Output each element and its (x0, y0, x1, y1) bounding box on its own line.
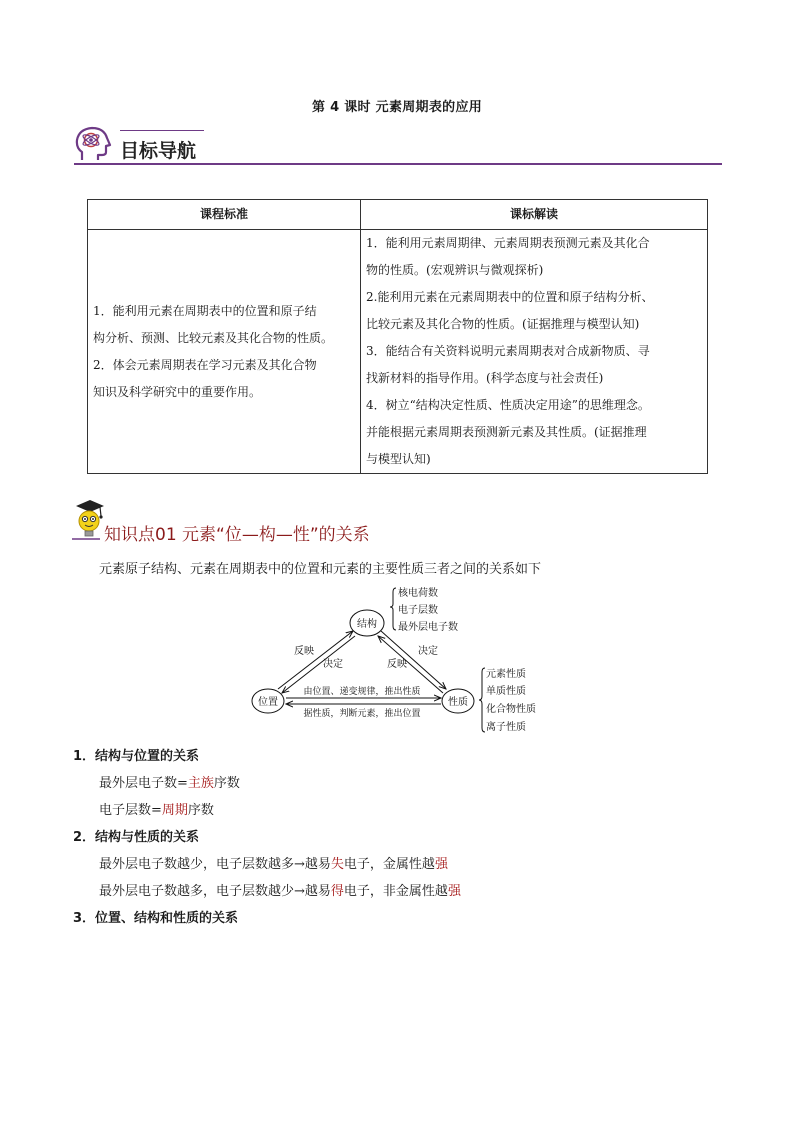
curriculum-table (87, 199, 708, 474)
property-item: 化合物性质 (486, 704, 536, 715)
structure-bracket (390, 588, 396, 630)
highlight-text: 主族 (187, 776, 214, 791)
interpretation-line: 2.能利用元素在元素周期表中的位置和原子结构分析、 (366, 290, 654, 304)
graduate-bulb-icon (70, 498, 106, 542)
standard-line: 2．体会元素周期表在学习元素及其化合物 (93, 357, 317, 372)
line-text: 电子，非金属性越 (343, 884, 448, 899)
interpretation-line: 并能根据元素周期表预测新元素及其性质。(证据推理 (366, 425, 647, 439)
interpretation-line: 比较元素及其化合物的性质。(证据推理与模型认知) (366, 317, 640, 331)
section-line (73, 800, 461, 822)
line-text: 序数 (213, 776, 240, 791)
table-header-row (88, 200, 708, 230)
section-line (73, 773, 461, 795)
structure-item: 电子层数 (398, 605, 438, 616)
line-text: 最外层电子数越少，电子层数越多→越易 (99, 857, 331, 872)
line-text: 电子层数= (99, 803, 162, 818)
top-arrow-label: 由位置、递变规律，推出性质 (303, 687, 421, 697)
highlight-text: 得 (330, 884, 344, 899)
interpretation-line: 3．能结合有关资料说明元素周期表对合成新物质、寻 (366, 344, 650, 358)
knowledge-point-intro: 元素原子结构、元素在周期表中的位置和元素的主要性质三者之间的关系如下 (99, 562, 542, 577)
standard-cell (88, 230, 361, 474)
structure-item: 最外层电子数 (398, 622, 458, 633)
interpretation-line: 4．树立“结构决定性质、性质决定用途”的思维理念。 (366, 398, 650, 412)
line-text: 电子，金属性越 (343, 857, 435, 872)
left-decide-label: 决定 (323, 659, 343, 670)
interpretation-line: 与模型认知) (366, 452, 431, 466)
left-arrow-down (282, 636, 355, 693)
line-text: 最外层电子数= (99, 776, 188, 791)
table-header-interpretation: 课标解读 (361, 200, 708, 230)
property-node-label: 性质 (448, 697, 468, 708)
section-header (74, 126, 722, 166)
bottom-arrow-label: 据性质，判断元素，推出位置 (303, 709, 421, 719)
header-top-rule (120, 130, 204, 131)
interpretation-line: 1．能利用元素周期律、元素周期表预测元素及其化合 (366, 236, 650, 250)
left-reflect-label: 反映 (294, 646, 314, 657)
lesson-title: 第 4 课时 元素周期表的应用 (311, 100, 483, 115)
highlight-text: 强 (434, 857, 448, 872)
header-rule (74, 163, 722, 165)
relationship-diagram (250, 582, 550, 742)
highlight-text: 周期 (161, 803, 188, 818)
standard-line: 1．能利用元素在周期表中的位置和原子结 (93, 303, 317, 318)
section-line (73, 881, 461, 903)
head-profile-icon (74, 126, 114, 164)
interpretation-cell (361, 230, 708, 474)
standard-line: 构分析、预测、比较元素及其化合物的性质。 (93, 330, 334, 345)
section-heading: 2．结构与性质的关系 (73, 830, 200, 845)
knowledge-point-header (70, 498, 470, 545)
property-item: 单质性质 (486, 686, 526, 697)
right-decide-label: 决定 (418, 646, 438, 657)
property-bracket (479, 668, 485, 732)
line-text: 最外层电子数越多，电子层数越少→越易 (99, 884, 331, 899)
position-node-label: 位置 (258, 697, 278, 708)
relationship-sections (73, 746, 461, 935)
property-item: 离子性质 (486, 722, 526, 733)
interpretation-line: 物的性质。(宏观辨识与微观探析) (366, 263, 544, 277)
section-heading: 3．位置、结构和性质的关系 (73, 911, 239, 926)
line-text: 序数 (187, 803, 214, 818)
highlight-text: 失 (330, 857, 344, 872)
property-item: 元素性质 (486, 669, 526, 680)
interpretation-line: 找新材料的指导作用。(科学态度与社会责任) (366, 371, 604, 385)
section-header-label: 目标导航 (120, 140, 197, 162)
structure-item: 核电荷数 (398, 588, 438, 599)
section-line (73, 854, 461, 876)
knowledge-point-title: 知识点01 元素“位—构—性”的关系 (104, 525, 370, 545)
table-row (88, 230, 708, 474)
standard-line: 知识及科学研究中的重要作用。 (93, 384, 262, 399)
right-reflect-label: 反映 (387, 659, 407, 670)
highlight-text: 强 (447, 884, 461, 899)
section-heading: 1．结构与位置的关系 (73, 749, 200, 764)
table-header-standard: 课程标准 (88, 200, 361, 230)
structure-node-label: 结构 (357, 619, 377, 630)
